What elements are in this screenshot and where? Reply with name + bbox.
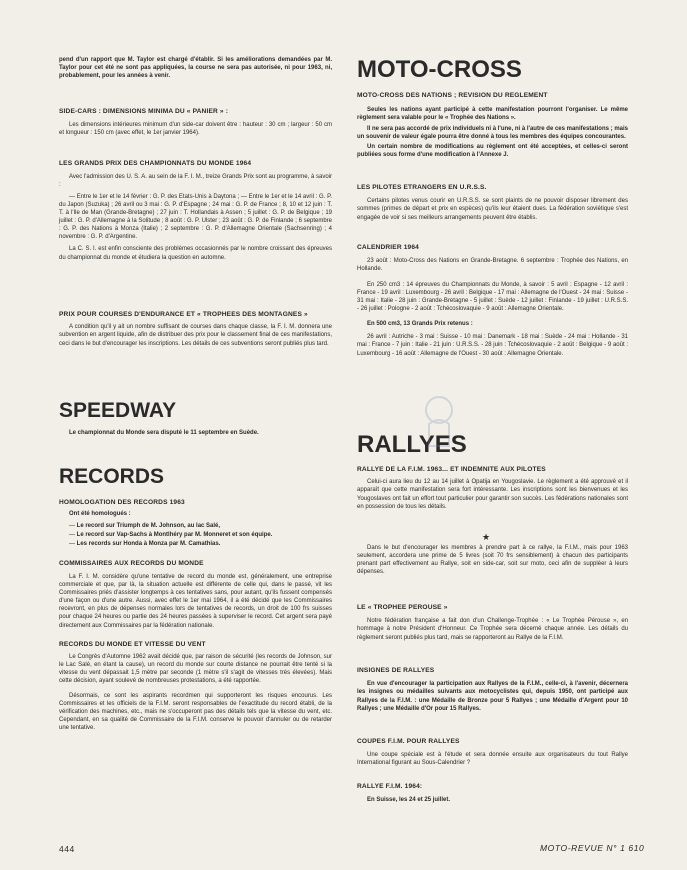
commissaires-heading: COMMISSAIRES AUX RECORDS DU MONDE — [59, 560, 204, 568]
rallye-fim-text-2: Dans le but d'encourager les membres à prendre part à ce rallye, la F.I.M., mais pour 1963 seulement, accordera une prime de 5 livres (soit 70 frs sensiblement) à chacun des participants prenant part effectivement au Rallye, soit en side-car, soit sur moto, ceci afin de suppléer à leurs dépenses. — [357, 545, 628, 576]
record-item: — Le record sur Vap-Sachs à Montlhéry par M. Monneret et son équipe. — [69, 531, 332, 540]
star-icon: ★ — [482, 532, 491, 542]
coupes-heading: COUPES F.I.M. POUR RALLYES — [357, 738, 460, 745]
pilotes-heading: LES PILOTES ETRANGERS EN U.R.S.S. — [357, 184, 487, 191]
rallyes-section — [357, 433, 628, 457]
motocross-section — [357, 58, 628, 82]
vent-heading: RECORDS DU MONDE ET VITESSE DU VENT — [59, 640, 206, 648]
grands-prix-note: La C. S. I. est enfin consciente des problèmes occasionnés par le nombre croissant des épreuves du championnat du monde et étudiera la question en automne. — [59, 246, 332, 261]
insignes-section — [357, 667, 628, 713]
speedway-text: Le championnat du Monde sera disputé le 11 septembre en Suède. — [69, 430, 259, 436]
records-section — [59, 466, 332, 732]
trophee-perouse-section — [357, 604, 628, 642]
rallye-1964-heading: RALLYE F.I.M. 1964: — [357, 783, 423, 790]
sidecars-section — [59, 108, 332, 138]
rallye-fim-section — [357, 466, 628, 511]
intro-block — [59, 56, 332, 80]
nations-text-2: Il ne sera pas accordé de prix individuels ni à l'une, ni à l'autre de ces manifestations ; mais un souvenir de valeur égale pourra être donné à tous les membres des équipes concourantes. — [357, 125, 628, 140]
calendrier-heading: CALENDRIER 1964 — [357, 244, 419, 251]
calendrier-250-text: En 250 cm3 : 14 épreuves du Championnats du Monde, à savoir : 5 avril : Espagne - 12 avril : France - 19 avril : Luxembourg - 26 avril : Belgique - 17 mai : Allemagne de l'Ouest - 24 mai : Suisse - 31 mai : Italie - 28 juin : Grande-Bretagne - 5 juillet : Suède - 12 juillet : Finlande - 19 juillet : U.R.S.S. - 26 juillet : Pologne - 2 août : Tchécoslovaquie - 9 août : Allemagne Orientale. — [357, 281, 628, 313]
coupes-text: Une coupe spéciale est à l'étude et sera donnée ensuite aux organisateurs du tout Rallye International figurant au Sous-Calendrier ? — [357, 752, 628, 767]
record-item: — Les records sur Honda à Monza par M. Camathias. — [69, 540, 332, 549]
sidecars-text: Les dimensions intérieures minimum d'un side-car doivent être : hauteur : 30 cm ; largeur : 50 cm et longueur : 150 cm (avec effet, le 1er janvier 1964). — [59, 122, 332, 137]
rallye-fim-text-1: Celui-ci aura lieu du 12 au 14 juillet à Opatija en Yougoslavie. Le règlement a été approuvé et il apparaît que cette manifestation sera fort intéressante. Les inscriptions sont les bienvenues et les Yougoslaves ont fait un effort tout particulier pour garantir son succès. Les fédérations nationales sont en possession de tous les détails. — [357, 479, 628, 510]
calendrier-500-text: 26 avril : Autriche - 3 mai : Suisse - 10 mai : Danemark - 18 mai : Suède - 24 mai : Hollande - 31 mai : France - 7 juin : Italie - 21 juin : U.R.S.S. - 28 juin : Tchécoslovaquie - 2 août : Belgique - 9 août : Luxembourg - 16 août : Allemagne de l'Ouest - 30 août : Allemagne Orientale. — [357, 334, 628, 357]
speedway-section — [59, 400, 332, 437]
grands-prix-calendar: — Entre le 1er et le 14 février : G. P. des Etats-Unis à Daytona ; — Entre le 1er et le 14 avril : G. P. du Japon (Suzuka) ; 26 avril ou 3 mai : G. P. d'Espagne ; 24 mai : G. P. de France ; 8, 10 et 12 juin : T. T. à l'Ile de Man (Grande-Bretagne) ; 27 juin : T. Hollandais à Assen ; 5 juillet : G. P. de Belgique ; 19 juillet : G. P. d'Allemagne à la Solitude ; 8 août : G. P. Ulster ; 23 août : G. P. de Finlande ; 6 septembre : G. P. des Nations à Monza (Italie) ; 2 septembre : G. P. d'Allemagne Orientale (Sachsenring) ; 4 novembre : G. P. d'Argentine. — [59, 193, 332, 241]
rallye-1964-text: En Suisse, les 24 et 25 juillet. — [367, 797, 451, 804]
vent-text-2: Désormais, ce sont les aspirants recordmen qui supporteront les risques encourus. Les Commissaires et les officiels de la F.I.M. seront responsables de l'exactitude du record établi, de la vérification des machines, etc., mais ne s'occuperont pas des détails tels que la vitesse du vent, etc. Cependant, en sa qualité de Commissaire de la F.I.M. conserve le pouvoir d'annuler ou de retarder une tentative. — [59, 692, 332, 732]
trophee-perouse-heading: LE « TROPHEE PEROUSE » — [357, 604, 448, 611]
page-number: 444 — [59, 844, 75, 854]
nations-heading: MOTO-CROSS DES NATIONS ; REVISION DU REGLEMENT — [357, 92, 548, 99]
records-title: RECORDS — [59, 465, 165, 488]
speedway-title: SPEEDWAY — [59, 399, 177, 422]
record-item: — Le record sur Triumph de M. Johnson, au lac Salé, — [69, 522, 332, 531]
homologation-heading: HOMOLOGATION DES RECORDS 1963 — [59, 499, 185, 506]
trophee-perouse-text: Notre fédération française a fait don d'un Challenge-Trophée : « Le Trophée Pérouse », en hommage à notre Président d'Honneur. Ce Trophée sera décerné chaque année. Les détails du règlement seront publiés plus tard, mais se rapporteront au Rallye de la F.I.M. — [357, 618, 628, 641]
homologation-intro: Ont été homologués : — [69, 511, 131, 518]
magazine-reference: MOTO-REVUE N° 1 610 — [540, 843, 645, 853]
prix-courses-section — [59, 311, 332, 348]
grands-prix-intro: Avec l'admission des U. S. A. au sein de la F. I. M., treize Grands Prix sont au programme, à savoir : — [59, 174, 332, 189]
coupes-section — [357, 738, 628, 768]
nations-text-1: Seules les nations ayant participé à cette manifestation pourront l'organiser. Le même règlement sera valable pour le « Trophée des Nations ». — [357, 107, 628, 122]
prix-courses-text: A condition qu'il y ait un nombre suffisant de courses dans chaque classe, la F. I. M. donnera une subvention en argent liquide, afin de distribuer des prix pour le classement final de ces manifestations, ceci dans le but d'encourager les inscriptions. Les détails de ces subventions seront publiés plus tard. — [59, 324, 332, 347]
pilotes-text: Certains pilotes venus courir en U.R.S.S. se sont plaints de ne pouvoir disposer librement des sommes (primes de départ et prix en espèces) qu'ils leur étaient dues. La fédération soviétique s'est engagée de voir si ses meilleurs arrangements peuvent être établis. — [357, 198, 628, 221]
pilotes-section — [357, 184, 628, 222]
intro-paragraph: pend d'un rapport que M. Taylor est chargé d'établir. Si les améliorations demandées par M. Taylor pour cet été ne sont pas appliquées, la course ne sera pas autorisée, ni pour 1963, ni, probablement, pour les années à venir. — [59, 57, 332, 80]
grands-prix-section — [59, 160, 332, 262]
sidecars-heading: SIDE-CARS : DIMENSIONS MINIMA DU « PANIER » : — [59, 108, 229, 115]
record-list — [59, 522, 332, 548]
calendrier-section — [357, 244, 628, 358]
insignes-text: En vue d'encourager la participation aux Rallyes de la F.I.M., celle-ci, à l'avenir, décernera les insignes ou médailles suivants aux motocyclistes qui, depuis 1950, ont participé aux Rallyes de la F.I.M. : une Médaille de Bronze pour 5 Rallyes ; une Médaille d'Argent pour 10 Rallyes ; une Médaille d'Or pour 15 Rallyes. — [357, 681, 628, 712]
prix-courses-heading: PRIX POUR COURSES D'ENDURANCE ET « TROPHEES DES MONTAGNES » — [59, 311, 308, 318]
vent-text-1: Le Congrès d'Automne 1962 avait décidé que, par raison de sécurité (les records de Johnson, sur le Lac Salé, en étant la cause), un record du monde sur courte distance ne pourrait être tenté si la vitesse du vent dépassait 1,5 mètre par seconde (1 mètre s'il s'agit de vitesses très élevées). Mais cette décision, ayant soulevé de nombreuses protestations, a été rapportée. — [59, 654, 332, 685]
nations-section — [357, 92, 628, 159]
rallye-1964-section — [357, 783, 628, 804]
rallyes-title: RALLYES — [357, 431, 467, 458]
library-stamp-icon — [419, 394, 459, 450]
calendrier-500-heading: En 500 cm3, 13 Grands Prix retenus : — [367, 321, 473, 328]
rallye-prime-section — [357, 544, 628, 577]
rallye-fim-heading: RALLYE DE LA F.I.M. 1963... ET INDEMNITE AUX PILOTES — [357, 466, 546, 473]
motocross-title: MOTO-CROSS — [357, 56, 522, 83]
nations-text-3: Un certain nombre de modifications au règlement ont été acceptées, et celles-ci seront publiées sous forme d'une modification à l'Annexe J. — [357, 143, 628, 159]
commissaires-text: La F. I. M. considère qu'une tentative de record du monde est, généralement, une entreprise commerciale et que, par là, la situation actuelle est différente de celle qui, dans le passé, vit les Commissaires priés d'assister longtemps à ces tentatives sans, pour autant, qu'ils fussent compensés d'une façon ou d'une autre. Aussi, avec effet le 1er mai 1964, il a été décidé que les Commissaires recevront, en plus de dépenses normales lors de tentatives de records, un droit de 100 frs suisses pour chaque 24 heures ou partie des 24 heures passées à superviser le record. Cet argent sera payé directement aux Commissaires par la fédération nationale. — [59, 573, 332, 629]
insignes-heading: INSIGNES DE RALLYES — [357, 667, 435, 674]
calendrier-text-1: 23 août : Moto-Cross des Nations en Grande-Bretagne. 6 septembre : Trophée des Nations, en Hollande. — [357, 258, 628, 273]
grands-prix-heading: LES GRANDS PRIX DES CHAMPIONNATS DU MONDE 1964 — [59, 160, 252, 167]
